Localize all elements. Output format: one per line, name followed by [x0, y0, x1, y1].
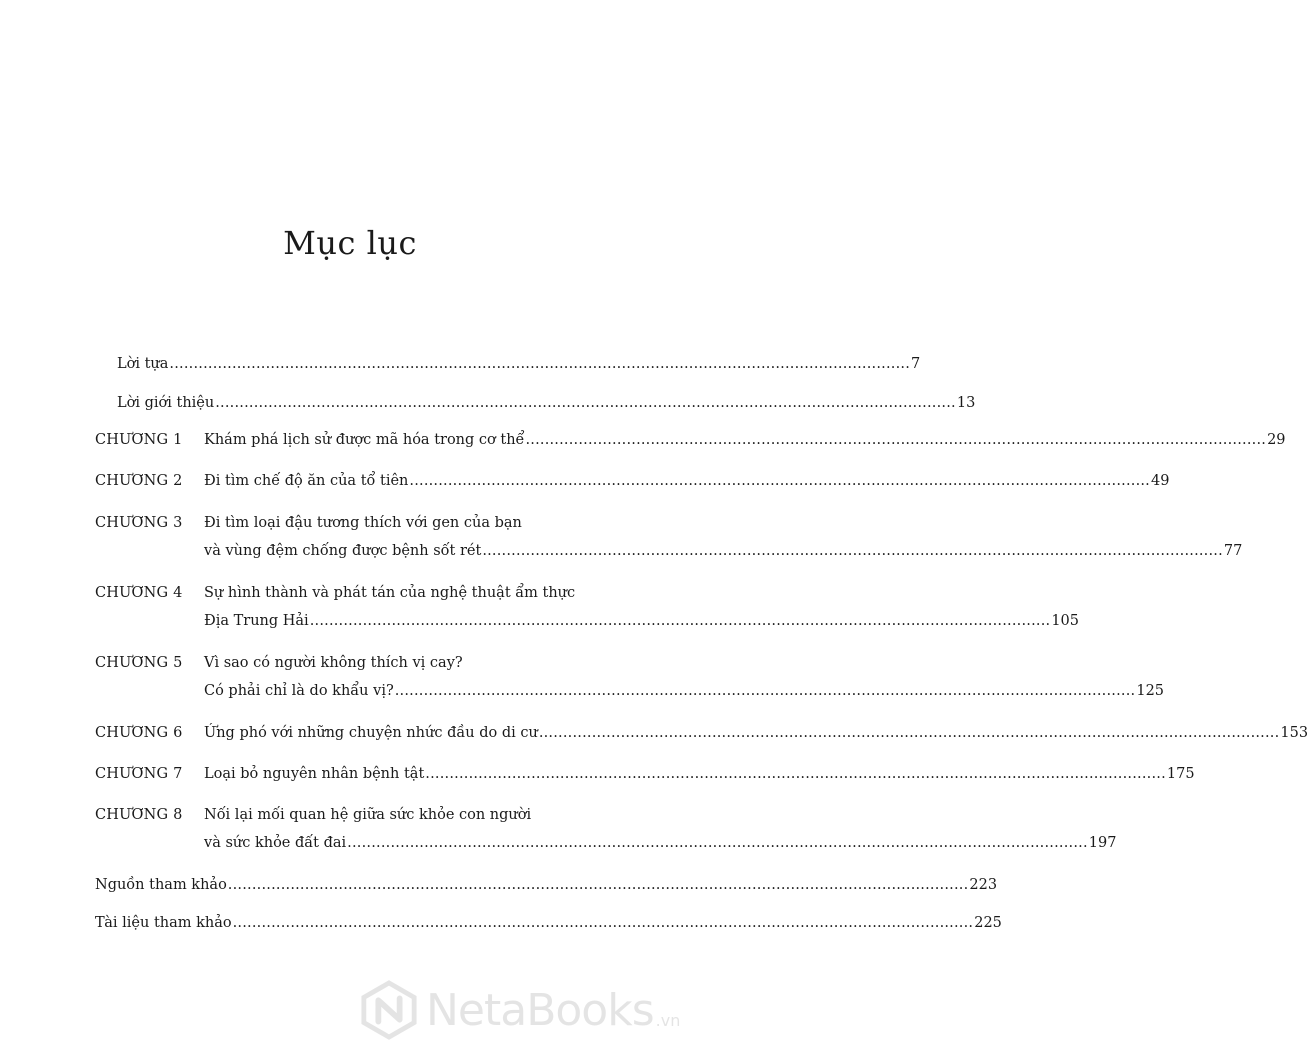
toc-entry-page: 13 [956, 395, 976, 411]
toc-entry-title: Ứng phó với những chuyện nhức đầu do di cư [204, 725, 538, 741]
toc-entry-title-line-1: Vì sao có người không thích vị cay? [204, 655, 463, 671]
toc-entry-references[interactable] [95, 915, 1002, 931]
dot-leader: .......................................................................................................................................................... [425, 766, 1166, 782]
toc-entry-title: Đi tìm chế độ ăn của tổ tiên [204, 473, 409, 489]
chapter-label: CHƯƠNG 6 [95, 725, 183, 741]
toc-entry-chapter-3[interactable] [204, 543, 1243, 559]
chapter-label: CHƯƠNG 3 [95, 515, 183, 531]
chapter-label: CHƯƠNG 7 [95, 766, 183, 782]
dot-leader: .......................................................................................................................................................... [538, 725, 1280, 741]
toc-entry-title: Lời giới thiệu [117, 395, 215, 411]
toc-entry-page: 77 [1223, 543, 1243, 559]
toc-entry-chapter-5[interactable] [204, 683, 1165, 699]
toc-entry-title: và sức khỏe đất đai [204, 835, 347, 851]
dot-leader: .......................................................................................................................................................... [525, 432, 1267, 448]
page-title: Mục lục [283, 224, 417, 262]
toc-entry-page: 175 [1166, 766, 1195, 782]
dot-leader: .......................................................................................................................................................... [169, 356, 911, 372]
toc-entry-page: 153 [1280, 725, 1308, 741]
dot-leader: .......................................................................................................................................................... [409, 473, 1150, 489]
watermark [360, 978, 700, 1042]
chapter-label: CHƯƠNG 8 [95, 807, 183, 823]
toc-entry-page: 225 [974, 915, 1002, 931]
dot-leader: .......................................................................................................................................................... [347, 835, 1088, 851]
toc-entry-title: Địa Trung Hải [204, 613, 309, 629]
toc-entry-chapter-1[interactable] [204, 432, 1286, 448]
dot-leader: .......................................................................................................................................................... [227, 877, 969, 893]
watermark-brand: NetaBooks [426, 984, 654, 1036]
dot-leader: .......................................................................................................................................................... [309, 613, 1051, 629]
toc-entry-title: và vùng đệm chống được bệnh sốt rét [204, 543, 482, 559]
toc-entry-title: Có phải chỉ là do khẩu vị? [204, 683, 394, 699]
toc-entry-chapter-6[interactable] [204, 725, 1308, 741]
toc-entry-chapter-2[interactable] [204, 473, 1170, 489]
toc-entry-page: 7 [911, 356, 921, 372]
toc-entry-page: 223 [969, 877, 998, 893]
toc-entry-title: Tài liệu tham khảo [95, 915, 232, 931]
toc-entry-page: 125 [1136, 683, 1165, 699]
netabooks-logo-icon [360, 981, 418, 1039]
toc-entry-title: Loại bỏ nguyên nhân bệnh tật [204, 766, 425, 782]
toc-entry-chapter-4[interactable] [204, 613, 1079, 629]
watermark-suffix: .vn [655, 1011, 681, 1030]
toc-entry-introduction[interactable] [117, 395, 976, 411]
toc-entry-sources[interactable] [95, 877, 998, 893]
toc-entry-title: Khám phá lịch sử được mã hóa trong cơ thể [204, 432, 525, 448]
toc-entry-preface[interactable] [117, 356, 921, 372]
chapter-label: CHƯƠNG 4 [95, 585, 183, 601]
chapter-label: CHƯƠNG 5 [95, 655, 183, 671]
toc-entry-title: Lời tựa [117, 356, 169, 372]
toc-entry-chapter-8[interactable] [204, 835, 1117, 851]
chapter-label: CHƯƠNG 1 [95, 432, 183, 448]
toc-entry-title-line-1: Nối lại mối quan hệ giữa sức khỏe con người [204, 807, 532, 823]
toc-entry-page: 49 [1151, 473, 1170, 489]
dot-leader: .......................................................................................................................................................... [232, 915, 974, 931]
toc-entry-title-line-1: Sự hình thành và phát tán của nghệ thuật ẩm thực [204, 585, 576, 601]
toc-entry-page: 105 [1051, 613, 1079, 629]
toc-entry-title: Nguồn tham khảo [95, 877, 227, 893]
chapter-label: CHƯƠNG 2 [95, 473, 183, 489]
toc-entry-title-line-1: Đi tìm loại đậu tương thích với gen của bạn [204, 515, 522, 531]
toc-entry-page: 29 [1267, 432, 1286, 448]
toc-entry-chapter-7[interactable] [204, 766, 1195, 782]
dot-leader: .......................................................................................................................................................... [394, 683, 1136, 699]
toc-entry-page: 197 [1088, 835, 1117, 851]
dot-leader: .......................................................................................................................................................... [215, 395, 956, 411]
dot-leader: .......................................................................................................................................................... [482, 543, 1223, 559]
